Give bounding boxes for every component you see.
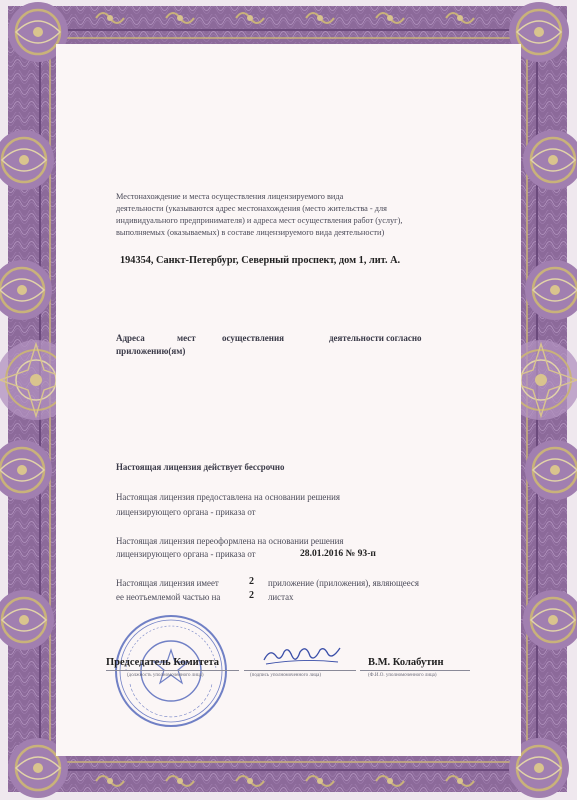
signature-caption: (подпись уполномоченного лица) (250, 673, 322, 678)
activity-addresses-w3: осуществления (222, 333, 285, 343)
name-underline (360, 670, 470, 671)
attachments-line-1-prefix: Настоящая лицензия имеет (116, 578, 219, 588)
activity-addresses-line-2: приложению(ям) (116, 346, 186, 356)
position-underline (106, 670, 239, 671)
handwritten-signature (262, 642, 344, 668)
position-caption: (должность уполномоченного лица) (127, 673, 204, 678)
activity-addresses-w1: Адреса (116, 333, 145, 343)
reissue-order-number: 28.01.2016 № 93-п (300, 548, 376, 559)
license-address: 194354, Санкт-Петербург, Северный проспект, дом 1, лит. А. (120, 255, 401, 266)
validity-statement: Настоящая лицензия действует бессрочно (116, 462, 285, 472)
signatory-name: В.М. Колабутин (368, 657, 444, 668)
signatory-position: Председатель Комитета (106, 657, 220, 668)
location-line-1: Местонахождение и места осуществления лицензируемого вида (116, 192, 344, 201)
location-line-4: выполняемых (оказываемых) в составе лицензируемого вида деятельности) (116, 228, 385, 237)
activity-addresses-w2: мест (177, 333, 196, 343)
reissued-line-1: Настоящая лицензия переоформлена на основании решения (116, 536, 344, 546)
name-caption: (Ф.И.О. уполномоченного лица) (368, 673, 437, 678)
granted-line-1: Настоящая лицензия предоставлена на основании решения (116, 492, 340, 502)
location-line-2: деятельности (указываются адрес местонахождения (место жительства - для (116, 204, 387, 213)
granted-line-2: лицензирующего органа - приказа от (116, 507, 256, 517)
reissued-line-2: лицензирующего органа - приказа от (116, 549, 256, 559)
attachments-line-2-suffix: листах (268, 592, 294, 602)
attachments-count: 2 (249, 576, 254, 587)
official-stamp (112, 612, 230, 730)
sheets-count: 2 (249, 590, 254, 601)
signature-underline (244, 670, 356, 671)
attachments-line-1-suffix: приложение (приложения), являющееся (268, 578, 419, 588)
activity-addresses-w4: деятельности согласно (329, 333, 422, 343)
attachments-line-2-prefix: ее неотъемлемой частью на (116, 592, 221, 602)
location-line-3: индивидуального предпринимателя) и адреса мест осуществления работ (услуг), (116, 216, 403, 225)
